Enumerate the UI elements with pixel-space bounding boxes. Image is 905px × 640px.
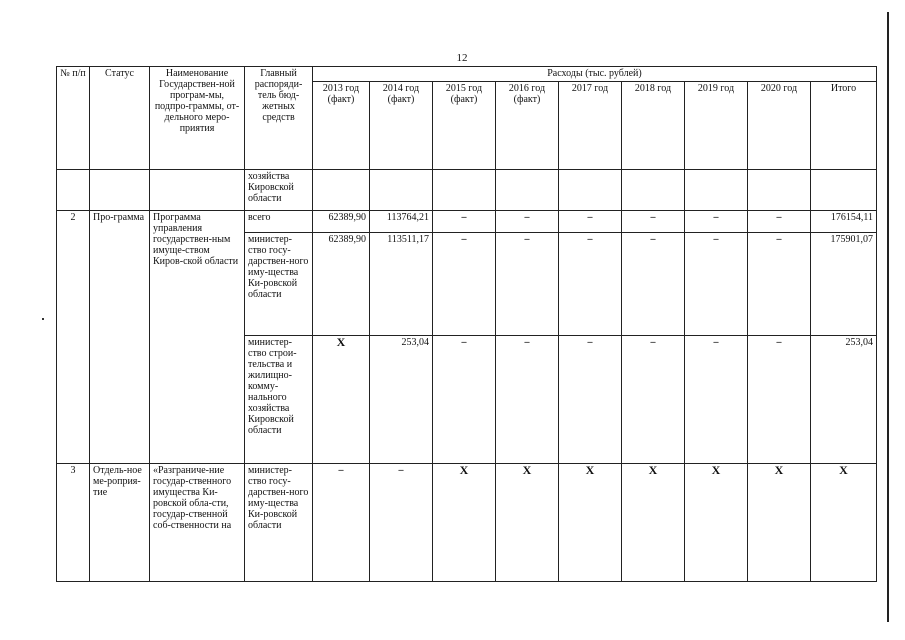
value-cell: Х <box>622 464 685 582</box>
value-cell: – <box>748 336 811 464</box>
row-status: Про-грамма <box>90 211 150 464</box>
row-num: 3 <box>57 464 90 582</box>
admin-cell: всего <box>245 211 313 233</box>
value-cell: – <box>433 211 496 233</box>
admin-cell: хозяйства Кировской области <box>245 170 313 211</box>
header-year: 2019 год <box>685 82 748 170</box>
value-cell: Х <box>748 464 811 582</box>
expenses-table <box>56 66 877 582</box>
value-cell: – <box>496 211 559 233</box>
table-row <box>57 170 877 211</box>
header-total: Итого <box>811 82 877 170</box>
value-cell: – <box>622 233 685 336</box>
table-row <box>57 464 877 582</box>
value-cell: – <box>622 211 685 233</box>
table-row <box>57 211 877 233</box>
row-name: «Разграниче-ние государ-ственного имущества Ки-ровской обла-сти, государ-ственной соб-ственности на <box>150 464 245 582</box>
row-status: Отдель-ное ме-роприя-тие <box>90 464 150 582</box>
value-cell: 62389,90 <box>313 211 370 233</box>
value-cell: 253,04 <box>370 336 433 464</box>
value-cell: – <box>559 233 622 336</box>
header-year: 2015 год (факт) <box>433 82 496 170</box>
value-cell: Х <box>559 464 622 582</box>
value-cell: – <box>685 211 748 233</box>
value-cell: Х <box>313 336 370 464</box>
value-cell: – <box>748 211 811 233</box>
header-status: Статус <box>90 67 150 170</box>
header-expenses: Расходы (тыс. рублей) <box>313 67 877 82</box>
value-cell: Х <box>433 464 496 582</box>
value-cell: – <box>559 336 622 464</box>
value-cell: 62389,90 <box>313 233 370 336</box>
scan-speck <box>42 318 44 320</box>
admin-cell: министер-ство госу-дарствен-ного иму-щества Ки-ровской области <box>245 233 313 336</box>
header-name: Наименование Государствен-ной програм-мы, подпро-граммы, от-дельного меро-приятия <box>150 67 245 170</box>
total-cell: 175901,07 <box>811 233 877 336</box>
value-cell: – <box>433 233 496 336</box>
value-cell: – <box>496 336 559 464</box>
header-year: 2014 год (факт) <box>370 82 433 170</box>
header-num: № п/п <box>57 67 90 170</box>
row-num: 2 <box>57 211 90 464</box>
total-cell: 253,04 <box>811 336 877 464</box>
value-cell: – <box>433 336 496 464</box>
header-year: 2017 год <box>559 82 622 170</box>
margin-rule <box>887 12 889 622</box>
value-cell: – <box>496 233 559 336</box>
page-number: 12 <box>456 52 468 64</box>
row-name: Программа управления государствен-ным имуще-ством Киров-ской области <box>150 211 245 464</box>
header-year: 2020 год <box>748 82 811 170</box>
total-cell: 176154,11 <box>811 211 877 233</box>
value-cell: 113511,17 <box>370 233 433 336</box>
header-year: 2018 год <box>622 82 685 170</box>
value-cell: Х <box>496 464 559 582</box>
value-cell: – <box>622 336 685 464</box>
value-cell: – <box>685 233 748 336</box>
value-cell: – <box>748 233 811 336</box>
admin-cell: министер-ство строи-тельства и жилищно-комму-нального хозяйства Кировской области <box>245 336 313 464</box>
header-admin: Главный распоряди-тель бюд-жетных средств <box>245 67 313 170</box>
value-cell: – <box>685 336 748 464</box>
value-cell: – <box>559 211 622 233</box>
header-year: 2016 год (факт) <box>496 82 559 170</box>
total-cell: Х <box>811 464 877 582</box>
value-cell: 113764,21 <box>370 211 433 233</box>
value-cell: – <box>313 464 370 582</box>
value-cell: Х <box>685 464 748 582</box>
admin-cell: министер-ство госу-дарствен-ного иму-щества Ки-ровской области <box>245 464 313 582</box>
header-year: 2013 год (факт) <box>313 82 370 170</box>
value-cell: – <box>370 464 433 582</box>
